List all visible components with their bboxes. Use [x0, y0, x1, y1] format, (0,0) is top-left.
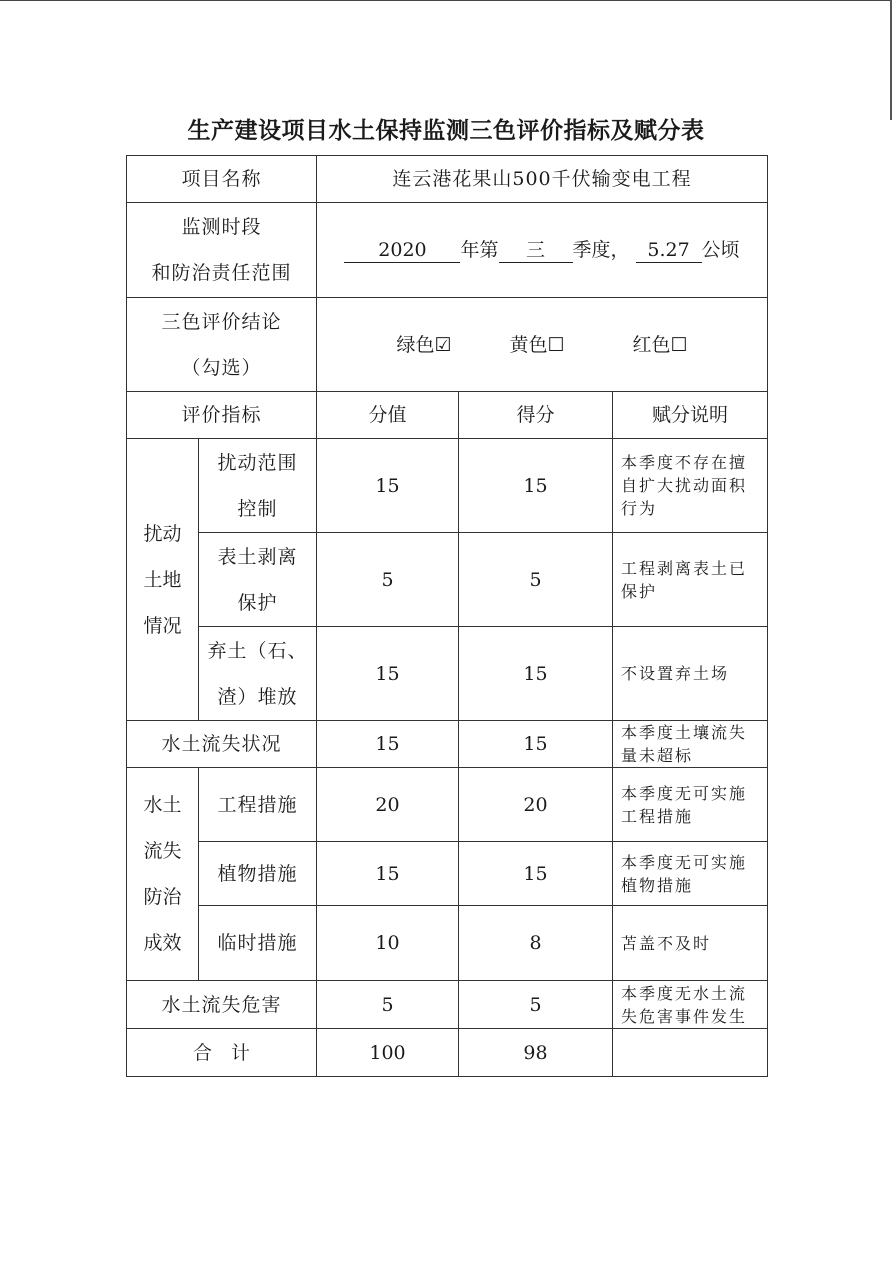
total-note: [613, 1029, 768, 1077]
group-disturbance-line1: 扰动: [143, 522, 182, 545]
row-full-score: 15: [317, 627, 459, 721]
conclusion-row: [127, 298, 768, 392]
row-indicator: 植物措施: [199, 842, 317, 906]
row-score: 5: [459, 533, 613, 627]
row-indicator-line1: 扰动范围: [217, 451, 298, 474]
table-row: [127, 768, 768, 842]
period-area-unit: 公顷: [701, 239, 740, 261]
row-indicator: 临时措施: [199, 906, 317, 981]
header-full-score: 分值: [317, 392, 459, 439]
table-row: [127, 439, 768, 533]
row-score: 15: [459, 842, 613, 906]
group-disturbance-line3: 情况: [143, 614, 182, 637]
group-control-line4: 成效: [143, 932, 182, 954]
row-note: 本季度无水土流失危害事件发生: [613, 981, 768, 1029]
row-full-score: 5: [317, 533, 459, 627]
green-checkbox[interactable]: 绿色☑: [396, 333, 452, 356]
row-score: 5: [459, 981, 613, 1029]
row-indicator: [199, 627, 317, 721]
row-note: 本季度土壤流失量未超标: [613, 721, 768, 768]
row-full-score: 5: [317, 981, 459, 1029]
document-title: 生产建设项目水土保持监测三色评价指标及赋分表: [187, 118, 705, 144]
total-row: [127, 1029, 768, 1077]
row-full-score: 15: [317, 842, 459, 906]
table-row: [127, 533, 768, 627]
row-indicator-line2: 控制: [237, 497, 278, 520]
row-full-score: 15: [317, 721, 459, 768]
table-row: [127, 721, 768, 768]
total-label: 合 计: [127, 1029, 317, 1077]
row-indicator: 工程措施: [199, 768, 317, 842]
period-label: [127, 203, 317, 298]
period-area: 5.27: [636, 238, 702, 263]
row-score: 15: [459, 439, 613, 533]
period-year: 2020: [344, 238, 460, 263]
red-checkbox[interactable]: 红色☐: [632, 333, 688, 356]
period-value: [317, 203, 768, 298]
period-row: [127, 203, 768, 298]
row-indicator-line2: 渣）堆放: [217, 685, 298, 708]
period-quarter-suffix: 季度，: [572, 239, 630, 261]
group-control-line2: 流失: [143, 840, 182, 862]
row-indicator: 水土流失状况: [127, 721, 317, 768]
project-label: 项目名称: [127, 156, 317, 203]
conclusion-value: [317, 298, 768, 392]
row-note: 不设置弃土场: [613, 627, 768, 721]
period-label-line1: 监测时段: [181, 216, 262, 238]
row-note: 本季度无可实施工程措施: [613, 768, 768, 842]
table-row: [127, 627, 768, 721]
row-note: 本季度无可实施植物措施: [613, 842, 768, 906]
row-note: 苫盖不及时: [613, 906, 768, 981]
group-control-line3: 防治: [143, 886, 182, 908]
total-full-score: 100: [317, 1029, 459, 1077]
header-indicator: 评价指标: [127, 392, 317, 439]
group-control-line1: 水土: [143, 794, 182, 816]
row-full-score: 10: [317, 906, 459, 981]
row-full-score: 20: [317, 768, 459, 842]
conclusion-label-line2: （勾选）: [181, 356, 262, 379]
table-row: [127, 981, 768, 1029]
row-indicator: 水土流失危害: [127, 981, 317, 1029]
group-disturbance-line2: 土地: [143, 568, 182, 591]
conclusion-label-line1: 三色评价结论: [161, 310, 282, 333]
row-indicator-line1: 弃土（石、: [207, 639, 308, 662]
evaluation-table: [126, 155, 768, 1077]
header-row: [127, 392, 768, 439]
period-quarter: 三: [499, 238, 573, 263]
period-label-line2: 和防治责任范围: [151, 262, 292, 284]
page-top-edge: [0, 0, 892, 1]
project-value: 连云港花果山500千伏输变电工程: [317, 156, 768, 203]
header-score: 得分: [459, 392, 613, 439]
row-note: 本季度不存在擅自扩大扰动面积行为: [613, 439, 768, 533]
table-row: [127, 906, 768, 981]
row-indicator: [199, 533, 317, 627]
group-control: [127, 768, 199, 981]
table-row: [127, 842, 768, 906]
row-full-score: 15: [317, 439, 459, 533]
row-indicator: [199, 439, 317, 533]
row-score: 20: [459, 768, 613, 842]
row-indicator-line1: 表土剥离: [217, 545, 298, 568]
row-score: 15: [459, 721, 613, 768]
row-indicator-line2: 保护: [237, 591, 278, 614]
group-disturbance: [127, 439, 199, 721]
project-row: [127, 156, 768, 203]
row-note: 工程剥离表土已保护: [613, 533, 768, 627]
yellow-checkbox[interactable]: 黄色☐: [509, 333, 565, 356]
period-year-suffix: 年第: [460, 239, 499, 261]
header-note: 赋分说明: [613, 392, 768, 439]
row-score: 15: [459, 627, 613, 721]
conclusion-label: [127, 298, 317, 392]
row-score: 8: [459, 906, 613, 981]
total-score: 98: [459, 1029, 613, 1077]
